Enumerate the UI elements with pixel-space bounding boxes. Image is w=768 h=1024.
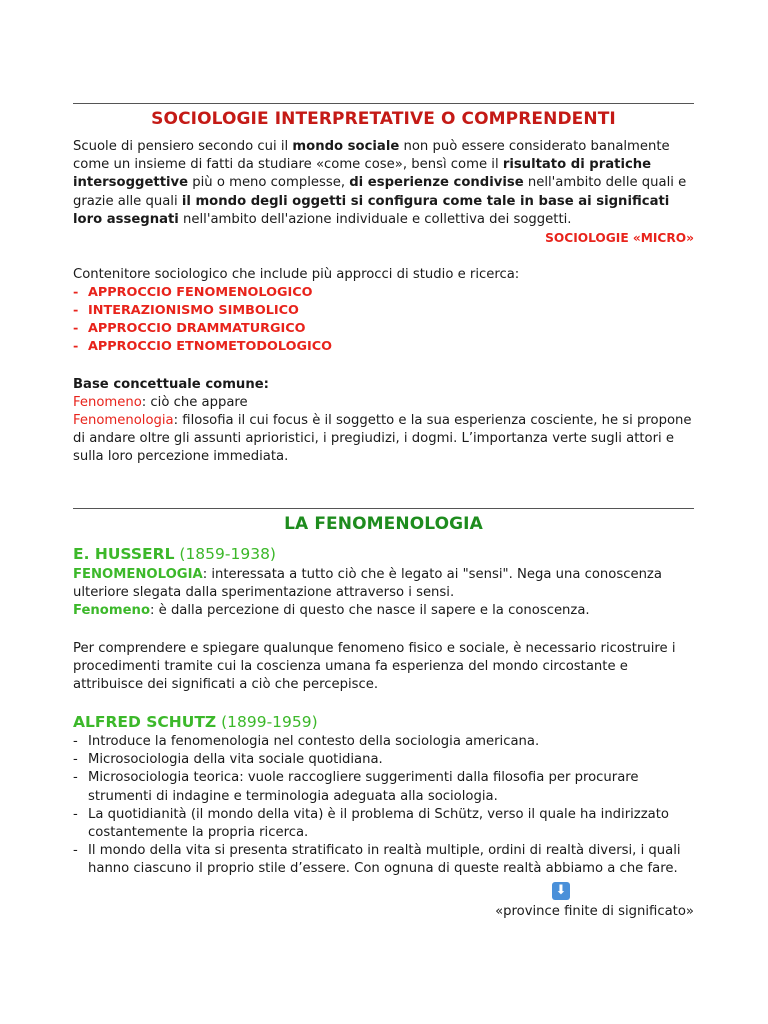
- fenomenologia-paragraph: FENOMENOLOGIA: interessata a tutto ciò che è legato ai "sensi". Nega una conoscenza ulteriore slegata dalla sperimentazione attraverso i sensi.: [73, 567, 662, 601]
- section-divider: [73, 103, 694, 104]
- schutz-points-list: [73, 733, 683, 879]
- dash-bullet: -: [73, 843, 78, 859]
- schutz-point-text: Microsociologia della vita sociale quotidiana.: [88, 752, 383, 768]
- schutz-point: [73, 842, 683, 878]
- dash-bullet: -: [73, 339, 79, 354]
- approach-label: APPROCCIO ETNOMETODOLOGICO: [88, 339, 333, 354]
- schutz-point: [73, 806, 683, 842]
- comprendere-paragraph: Per comprendere e spiegare qualunque fenomeno fisico e sociale, è necessario ricostruire i procedimenti tramite cui la coscienza umana fa esperienza del mondo circostante e attribuisce dei significati a ciò che percepisce.: [73, 641, 676, 693]
- approach-label: INTERAZIONISMO SIMBOLICO: [88, 303, 299, 318]
- dash-bullet: -: [73, 752, 78, 768]
- section-title-fenomenologia: LA FENOMENOLOGIA: [284, 514, 483, 534]
- approach-item: [73, 284, 332, 302]
- section-title-sociologie: SOCIOLOGIE INTERPRETATIVE O COMPRENDENTI: [151, 109, 616, 129]
- dash-bullet: -: [73, 734, 78, 749]
- intro-paragraph: Scuole di pensiero secondo cui il mondo sociale non può essere considerato banalmente come un insieme di fatti da studiare «come cose», bensì come il risultato di pratiche intersoggettive più o meno complesse, di esperienze condivise nell'ambito delle quali e grazie alle quali il mondo degli oggetti si configura come tale in base ai significati loro assegnati nell'ambito dell'azione individuale e collettiva dei soggetti.: [73, 139, 687, 227]
- province-label: «province finite di significato»: [495, 904, 694, 919]
- dash-bullet: -: [73, 321, 79, 336]
- schutz-point: [73, 769, 683, 805]
- fenomeno-paragraph: Fenomeno: è dalla percezione di questo che nasce il sapere e la conoscenza.: [73, 603, 590, 618]
- approach-item: [73, 338, 332, 356]
- base-title: Base concettuale comune:: [73, 377, 269, 392]
- approaches-list: [73, 284, 332, 356]
- schutz-point: [73, 751, 683, 769]
- husserl-heading: E. HUSSERL (1859-1938): [73, 545, 276, 563]
- approach-item: [73, 320, 332, 338]
- dash-bullet: -: [73, 285, 79, 300]
- schutz-point-text: Microsociologia teorica: vuole raccogliere suggerimenti dalla filosofia per procurare strumenti di indagine e terminologia adeguata alla sociologia.: [88, 770, 639, 804]
- container-text: Contenitore sociologico che include più approcci di studio e ricerca:: [73, 267, 520, 282]
- fenomeno-definition: Fenomeno: ciò che appare: [73, 395, 248, 410]
- schutz-point-text: Introduce la fenomenologia nel contesto della sociologia americana.: [88, 734, 540, 749]
- fenomenologia-definition: Fenomenologia: filosofia il cui focus è il soggetto e la sua esperienza cosciente, he si propone di andare oltre gli assunti aprioristici, i pregiudizi, i dogmi. L’importanza verte sugli attori e sulla loro percezione immediata.: [73, 413, 692, 465]
- dash-bullet: -: [73, 806, 78, 822]
- micro-label: SOCIOLOGIE «MICRO»: [545, 231, 694, 245]
- approach-label: APPROCCIO DRAMMATURGICO: [88, 321, 306, 336]
- schutz-point-text: Il mondo della vita si presenta stratificato in realtà multiple, ordini di realtà diversi, i quali hanno ciascuno il proprio stile d’essere. Con ognuna di queste realtà abbiamo a che fare.: [88, 843, 681, 877]
- down-arrow-icon: ⬇: [552, 882, 570, 900]
- schutz-heading: ALFRED SCHUTZ (1899-1959): [73, 713, 318, 731]
- schutz-point: [73, 733, 683, 751]
- section-divider: [73, 508, 694, 509]
- schutz-point-text: La quotidianità (il mondo della vita) è il problema di Schütz, verso il quale ha indirizzato costantemente la propria ricerca.: [88, 806, 669, 841]
- approach-label: APPROCCIO FENOMENOLOGICO: [88, 285, 313, 300]
- approach-item: [73, 302, 332, 320]
- dash-bullet: -: [73, 303, 79, 318]
- dash-bullet: -: [73, 770, 78, 786]
